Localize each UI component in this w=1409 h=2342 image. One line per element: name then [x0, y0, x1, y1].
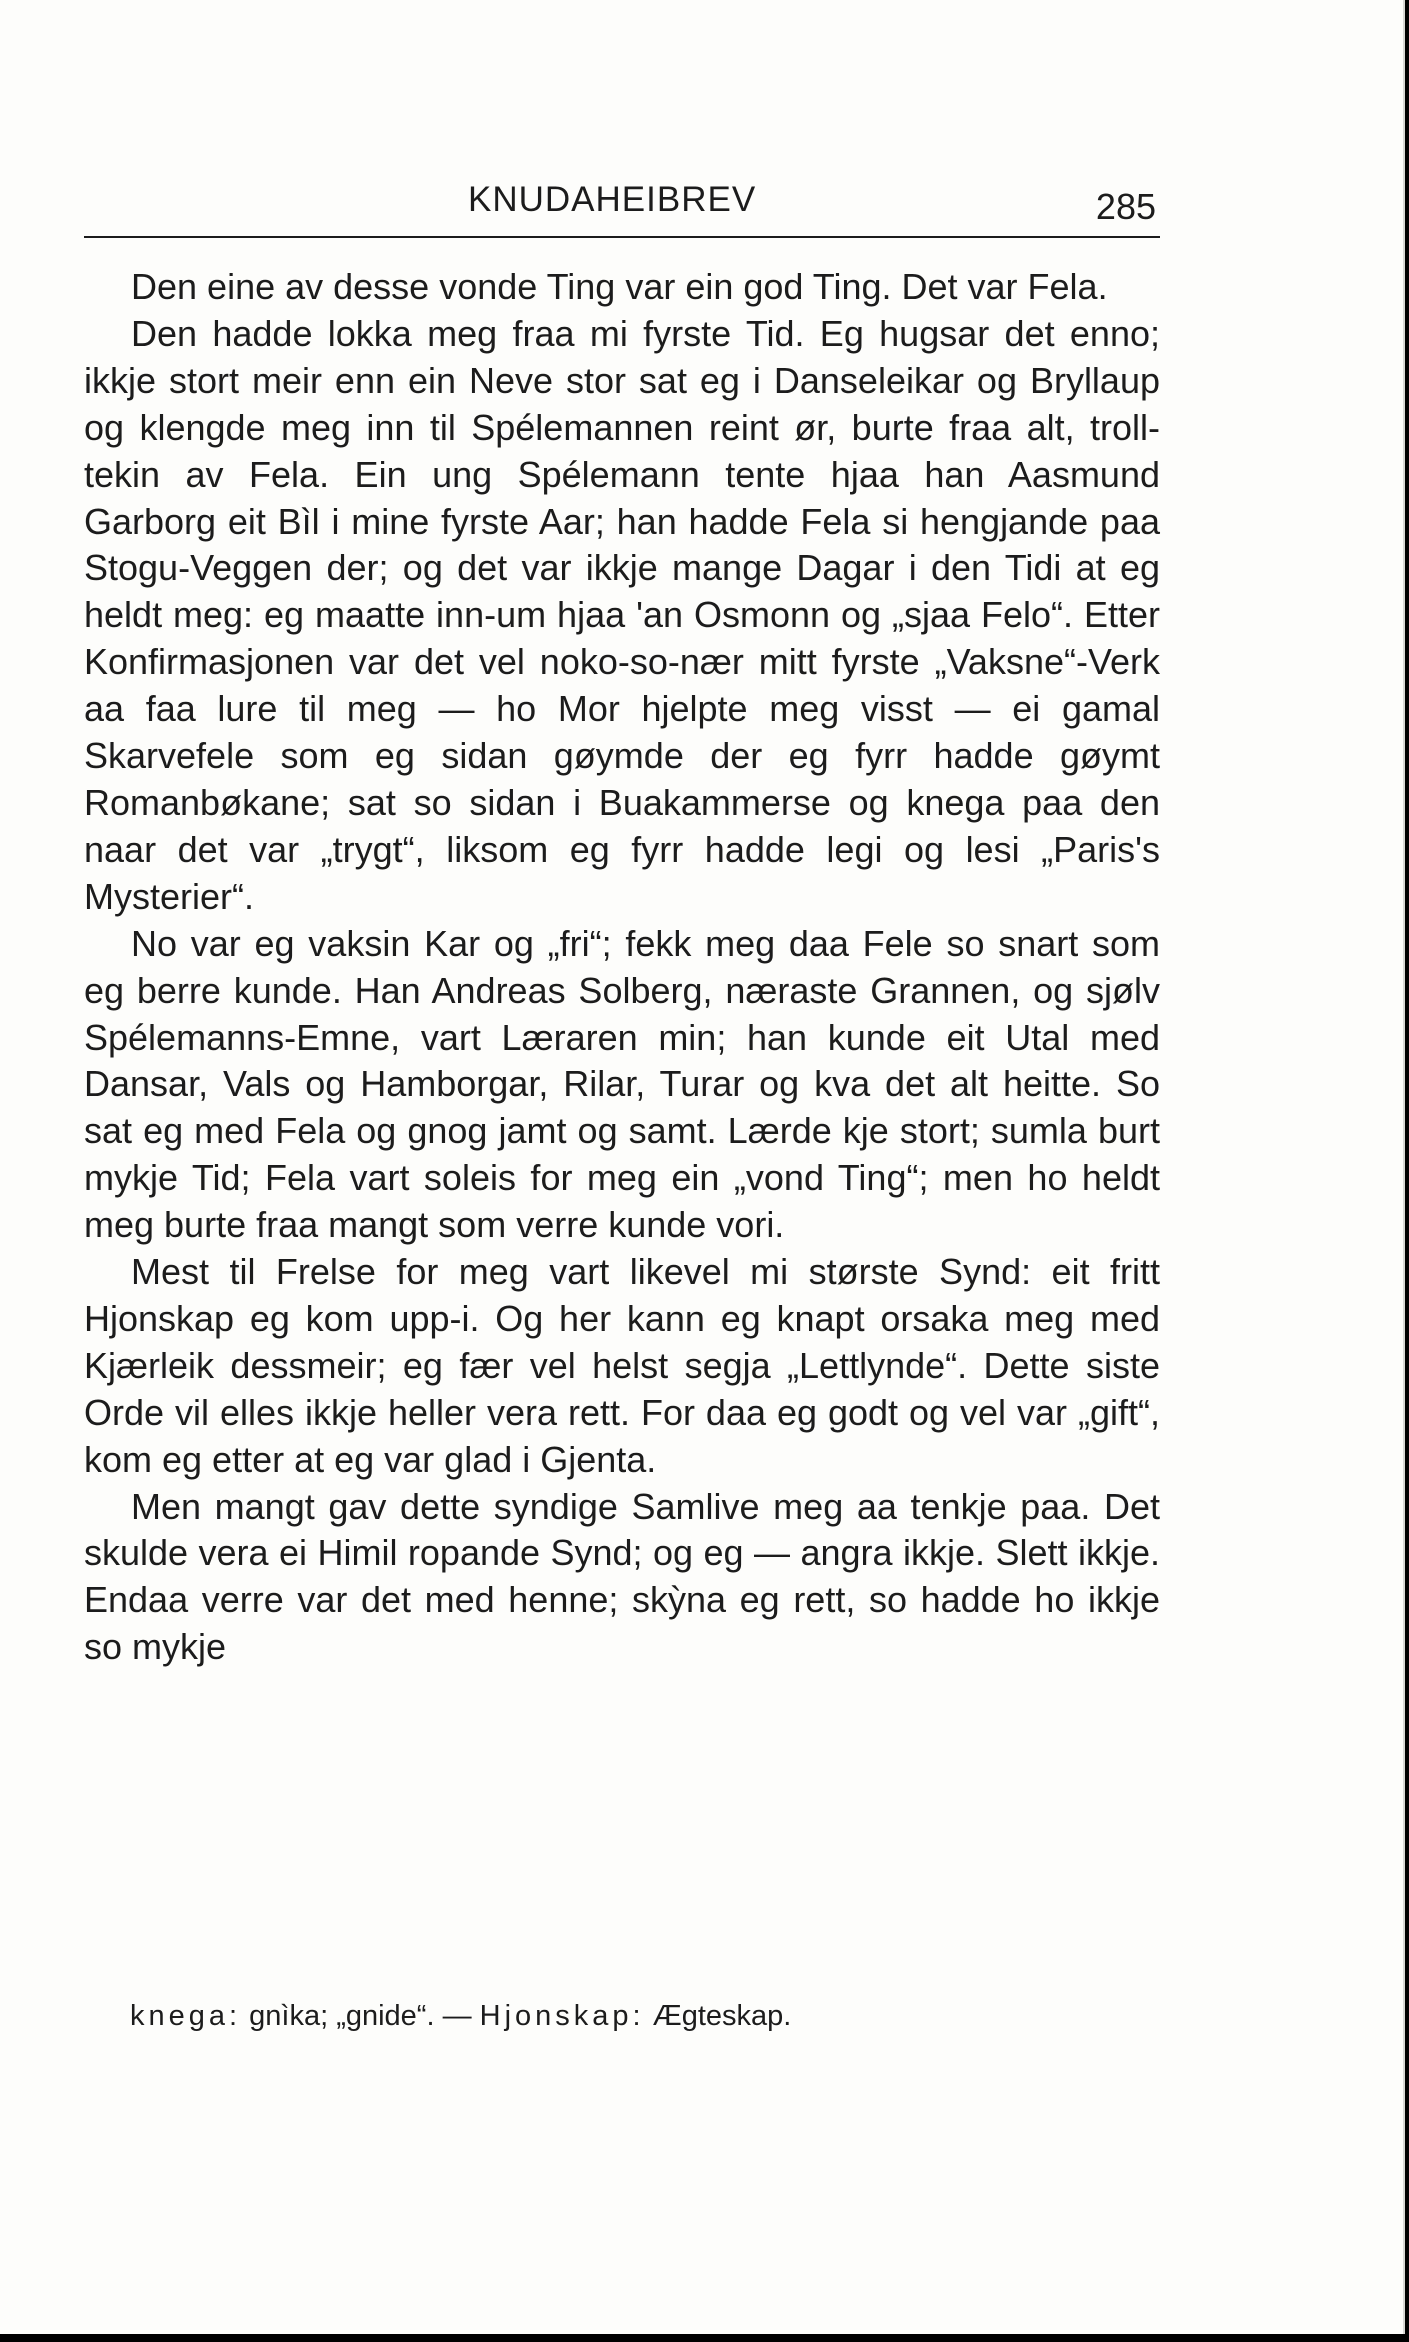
paragraph: No var eg vaksin Kar og „fri“; fekk meg daa Fele so snart som eg berre kunde. Han Andreas Solberg, næraste Grannen, og sjølv Spélemanns-Emne, vart Læraren min; han kunde eit Utal med Dansar, Vals og Hamborgar, Rilar, Turar og kva det alt heitte. So sat eg med Fela og gnog jamt og samt. Lærde kje stort; sumla burt mykje Tid; Fela vart soleis for meg ein „vond Ting“; men ho heldt meg burte fraa mangt som verre kunde vori.	[84, 922, 1160, 1246]
page-number: 285	[1095, 186, 1156, 227]
footnote-definition: gnìka; „gnide“.	[249, 2000, 435, 2032]
paragraph: Mest til Frelse for meg vart likevel mi største Synd: eit fritt Hjonskap eg kom upp-i. Og her kann eg knapt orsaka meg med Kjærleik dessmeir; eg fær vel helst segja „Lettlynde“. Dette siste Orde vil elles ikkje heller vera rett. For daa eg godt og vel var „gift“, kom eg etter at eg var glad i Gjenta.	[84, 1251, 1160, 1480]
paragraph: Den hadde lokka meg fraa mi fyrste Tid. Eg hugsar det enno; ikkje stort meir enn ein Neve stor sat eg i Danseleikar og Bryllaup og klengde meg inn til Spélemannen reint ør, burte fraa alt, troll-tekin av Fela. Ein ung Spélemann tente hjaa han Aasmund Garborg eit Bìl i mine fyrste Aar; han hadde Fela si hengjande paa Stogu-Veggen der; og det var ikkje mange Dagar i den Tidi at eg heldt meg: eg maatte inn-um hjaa 'an Osmonn og „sjaa Felo“. Etter Konfirmasjonen var det vel noko-so-nær mitt fyrste „Vaksne“-Verk aa faa lure til meg — ho Mor hjelpte meg visst — ei gamal Skarvefele som eg sidan gøymde der eg fyrr hadde gøymt Romanbøkane; sat so sidan i Buakammerse og knega paa den naar det var „trygt“, liksom eg fyrr hadde legi og lesi „Paris's Mysterier“.	[84, 312, 1160, 917]
paragraph: Den eine av desse vonde Ting var ein god Ting. Det var Fela.	[131, 266, 1108, 307]
footnote-term: Hjonskap:	[479, 2000, 645, 2032]
body-text	[84, 264, 1160, 1671]
running-title: KNUDAHEIBREV	[468, 180, 757, 219]
header-rule	[84, 236, 1160, 238]
paragraph: Men mangt gav dette syndige Samlive meg aa tenkje paa. Det skulde vera ei Himil ropande Synd; og eg — angra ikkje. Slett ikkje. Endaa verre var det med henne; skỳna eg rett, so hadde ho ikkje so mykje	[84, 1485, 1160, 1668]
page-header	[84, 176, 1160, 236]
footnote-term: knega:	[130, 2000, 242, 2032]
footnote	[130, 1996, 1130, 2036]
footnote-separator: —	[442, 2000, 472, 2032]
footnote-definition: Ægteskap.	[652, 2000, 792, 2032]
